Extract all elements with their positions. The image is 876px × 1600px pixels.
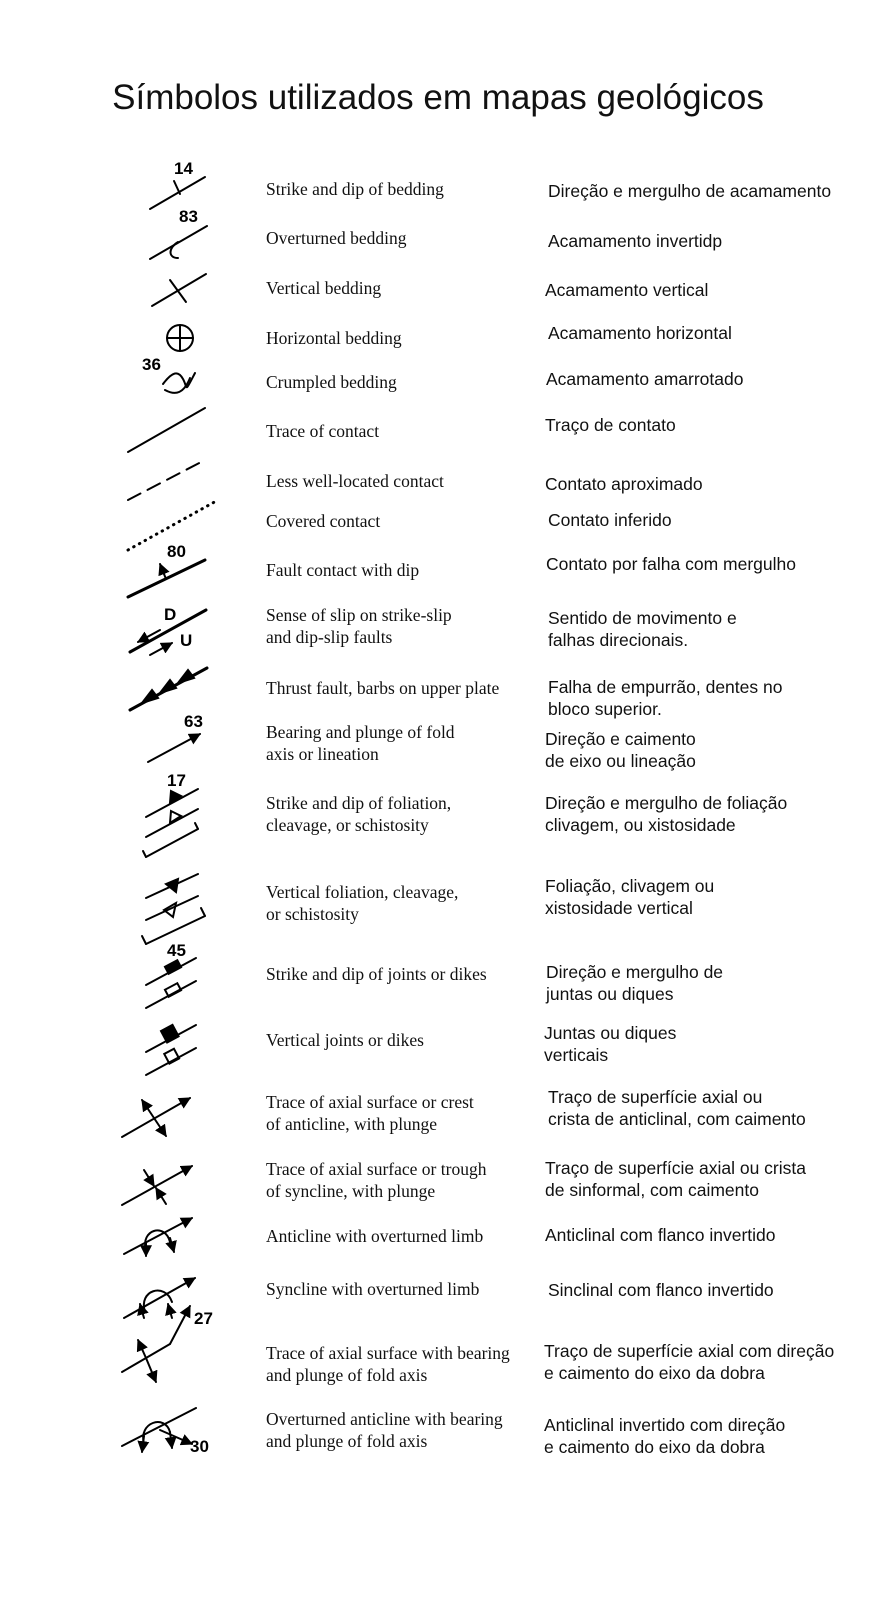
symbol-pt-label: Acamamento vertical xyxy=(545,280,709,300)
symbol-en-label: Horizontal bedding xyxy=(266,328,402,348)
dip-value-label: 80 xyxy=(167,542,186,561)
symbol-pt-label: Traço de superfície axial com direção e caimento do eixo da dobra xyxy=(544,1341,835,1383)
plunge-value-label: 63 xyxy=(184,712,203,731)
down-label: U xyxy=(180,631,193,650)
foliation-icon xyxy=(143,771,198,857)
up-label: D xyxy=(164,605,177,624)
symbol-pt-label: Direção e mergulho de juntas ou diques xyxy=(546,962,724,1004)
strike-dip-bedding-icon xyxy=(150,159,205,209)
symbol-pt-label: Acamamento amarrotado xyxy=(546,369,744,389)
symbol-pt-label: Direção e mergulho de acamamento xyxy=(548,181,832,201)
page-title: Símbolos utilizados em mapas geológicos xyxy=(112,78,764,117)
thrust-fault-icon xyxy=(130,668,207,710)
symbol-pt-label: Direção e caimento de eixo ou lineação xyxy=(545,729,696,771)
symbol-en-label: Trace of axial surface or trough of syncline, with plunge xyxy=(266,1159,487,1201)
symbol-pt-label: Contato por falha com mergulho xyxy=(546,554,796,574)
overturned-bedding-icon xyxy=(150,207,207,259)
symbol-en-label: Crumpled bedding xyxy=(266,372,397,392)
symbol-en-label: Overturned bedding xyxy=(266,228,407,248)
vertical-foliation-icon xyxy=(142,874,205,944)
symbol-en-label: Strike and dip of foliation, cleavage, or schistosity xyxy=(266,793,452,835)
symbol-en-label: Overturned anticline with bearing and plunge of fold axis xyxy=(266,1409,503,1451)
joint-dip-icon xyxy=(146,941,196,1008)
symbol-pt-label: Traço de superfície axial ou crista de sinformal, com caimento xyxy=(545,1158,806,1200)
vertical-joint-icon xyxy=(146,1025,196,1075)
symbol-en-label: Trace of contact xyxy=(266,421,380,441)
symbol-pt-label: Falha de empurrão, dentes no bloco superior. xyxy=(548,677,783,719)
symbol-en-label: Vertical joints or dikes xyxy=(266,1030,424,1050)
symbol-en-label: Covered contact xyxy=(266,511,381,531)
symbol-pt-label: Contato inferido xyxy=(548,510,672,530)
symbol-en-label: Vertical bedding xyxy=(266,278,382,298)
lineation-arrow-icon xyxy=(148,712,203,762)
plunge-value-label: 27 xyxy=(194,1309,213,1328)
dip-value-label: 45 xyxy=(167,941,186,960)
symbol-en-label: Strike and dip of joints or dikes xyxy=(266,964,487,984)
symbol-pt-label: Acamamento invertidp xyxy=(548,231,723,251)
symbol-en-label: Trace of axial surface or crest of anticline, with plunge xyxy=(266,1092,474,1134)
symbol-en-label: Vertical foliation, cleavage, or schistosity xyxy=(266,882,459,924)
contact-line-icon xyxy=(128,408,205,452)
fault-dip-icon xyxy=(128,542,205,597)
dip-value-label: 17 xyxy=(167,771,186,790)
dip-value-label: 83 xyxy=(179,207,198,226)
overturned-anticline-icon xyxy=(124,1218,192,1256)
symbol-pt-label: Contato aproximado xyxy=(545,474,703,494)
symbol-pt-label: Anticlinal com flanco invertido xyxy=(545,1225,776,1245)
symbol-en-label: Bearing and plunge of fold axis or lineation xyxy=(266,722,455,764)
horizontal-bedding-icon xyxy=(167,325,193,351)
symbol-pt-label: Sentido de movimento e falhas direcionais. xyxy=(548,608,737,650)
symbol-pt-label: Sinclinal com flanco invertido xyxy=(548,1280,774,1300)
symbol-pt-label: Traço de contato xyxy=(545,415,676,435)
overturned-syncline-icon xyxy=(124,1278,195,1318)
syncline-icon xyxy=(122,1166,192,1205)
symbol-pt-label: Traço de superfície axial ou crista de anticlinal, com caimento xyxy=(548,1087,806,1129)
symbol-en-label: Anticline with overturned limb xyxy=(266,1226,484,1246)
symbol-pt-label: Direção e mergulho de foliação clivagem, ou xistosidade xyxy=(545,793,788,835)
plunge-value-label: 30 xyxy=(190,1437,209,1456)
symbol-pt-label: Foliação, clivagem ou xistosidade vertical xyxy=(545,876,715,918)
vertical-bedding-icon xyxy=(152,274,206,306)
symbol-en-label: Sense of slip on strike-slip and dip-slip faults xyxy=(266,605,452,647)
symbol-pt-label: Juntas ou diques verticais xyxy=(544,1023,677,1065)
dip-value-label: 36 xyxy=(142,355,161,374)
symbol-pt-label: Anticlinal invertido com direção e caimento do eixo da dobra xyxy=(544,1415,786,1457)
overturned-anticline-plunge-icon xyxy=(122,1408,209,1456)
symbol-en-label: Trace of axial surface with bearing and plunge of fold axis xyxy=(266,1343,510,1385)
symbol-en-label: Strike and dip of bedding xyxy=(266,179,444,199)
dashed-contact-icon xyxy=(128,460,205,500)
symbol-en-label: Less well-located contact xyxy=(266,471,444,491)
dip-value-label: 14 xyxy=(174,159,193,178)
slip-sense-icon xyxy=(130,605,206,655)
symbol-en-label: Thrust fault, barbs on upper plate xyxy=(266,678,500,698)
axial-plunge-icon xyxy=(122,1306,213,1382)
symbol-pt-label: Acamamento horizontal xyxy=(548,323,732,343)
symbol-en-label: Fault contact with dip xyxy=(266,560,420,580)
anticline-icon xyxy=(122,1098,190,1137)
crumpled-bedding-icon xyxy=(142,355,195,393)
symbol-en-label: Syncline with overturned limb xyxy=(266,1279,480,1299)
